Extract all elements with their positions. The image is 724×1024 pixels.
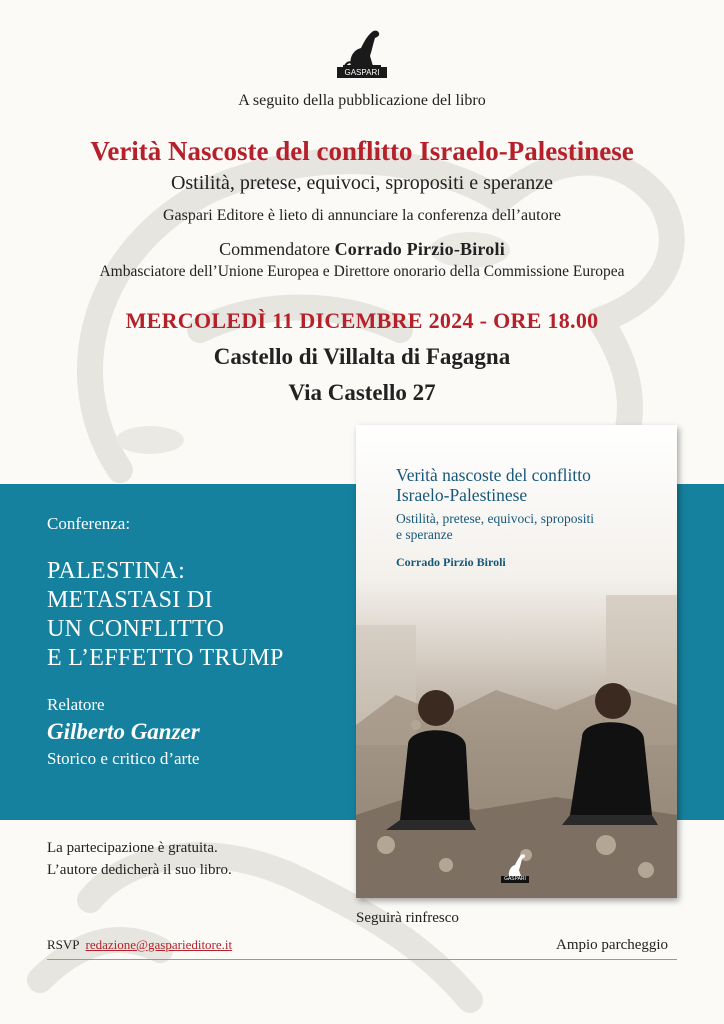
speaker-label: Relatore <box>47 695 105 714</box>
event-date-line <box>0 308 724 334</box>
refreshment-text: Seguirà rinfresco <box>356 910 459 926</box>
date-separator: - <box>479 308 488 333</box>
cover-logo-label: GASPARI <box>501 876 529 883</box>
speaker-role: Storico e critico d’arte <box>47 749 200 768</box>
book-title-heading: Verità Nascoste del conflitto Israelo-Palestinese <box>90 136 634 166</box>
event-address: Via Castello 27 <box>288 380 436 405</box>
cover-title <box>396 465 591 505</box>
cover-title-line: Israelo-Palestinese <box>396 485 528 505</box>
event-date: MERCOLEDÌ 11 DICEMBRE 2024 <box>125 308 474 333</box>
author-name: Corrado Pirzio-Biroli <box>334 239 505 259</box>
conference-title-line: UN CONFLITTO <box>47 616 225 642</box>
free-entry-text: La partecipazione è gratuita. <box>47 840 218 856</box>
conference-title-line: METASTASI DI <box>47 587 213 613</box>
cover-author: Corrado Pirzio Biroli <box>396 555 506 569</box>
book-cover <box>356 425 677 898</box>
conference-title-line: E L’EFFETTO TRUMP <box>47 645 284 671</box>
intro-text: A seguito della pubblicazione del libro <box>238 92 486 109</box>
rsvp-line <box>47 937 232 953</box>
book-subtitle: Ostilità, pretese, equivoci, spropositi e speranze <box>170 172 554 194</box>
dedication-text: L’autore dedicherà il suo libro. <box>47 862 232 878</box>
conference-title <box>47 557 284 673</box>
event-time: ORE 18.00 <box>493 308 599 333</box>
event-venue: Castello di Villalta di Fagagna <box>213 344 511 369</box>
speaker-name: Gilberto Ganzer <box>47 719 200 744</box>
publisher-logo-label: GASPARI <box>337 67 387 78</box>
conference-label: Conferenza: <box>47 514 131 533</box>
rsvp-label: RSVP <box>47 937 80 952</box>
footer-divider <box>47 959 677 960</box>
cover-title-line: Verità nascoste del conflitto <box>396 465 591 485</box>
cover-subtitle-line: e speranze <box>396 527 453 542</box>
cover-subtitle <box>396 511 594 543</box>
cover-subtitle-line: Ostilità, pretese, equivoci, spropositi <box>396 511 594 526</box>
parking-text: Ampio parcheggio <box>556 937 669 953</box>
author-role: Ambasciatore dell’Unione Europea e Direttore onorario della Commissione Europea <box>99 263 625 280</box>
rsvp-email-link[interactable]: redazione@gasparieditore.it <box>85 937 233 952</box>
conference-title-line: PALESTINA: <box>47 558 186 584</box>
author-line <box>0 239 724 260</box>
announcement-text: Gaspari Editore è lieto di annunciare la conferenza dell’autore <box>162 207 562 224</box>
author-prefix: Commendatore <box>219 239 331 259</box>
